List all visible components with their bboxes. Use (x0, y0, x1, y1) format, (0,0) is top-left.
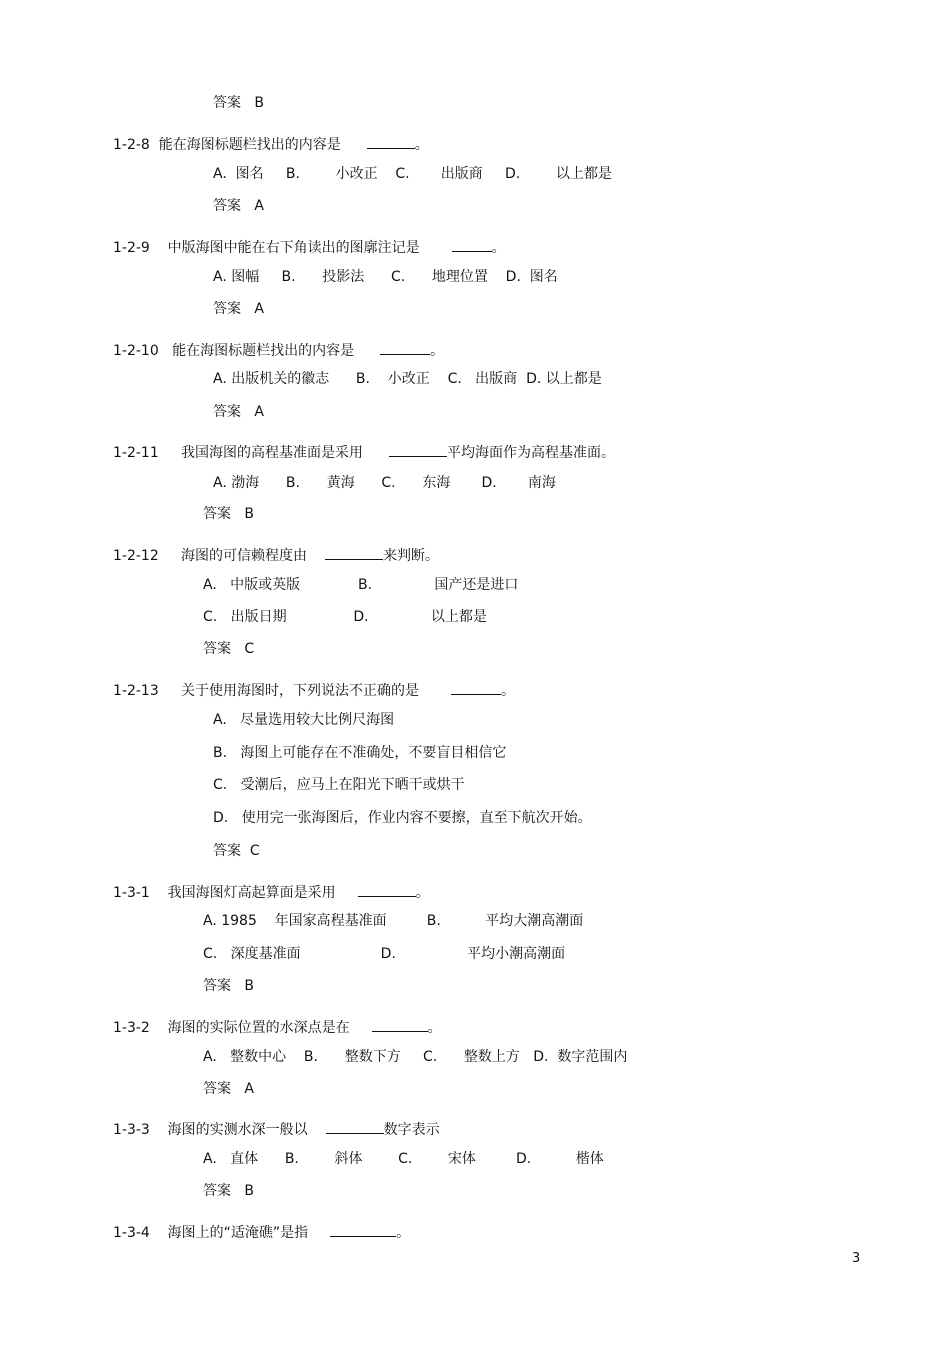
answer-blank (325, 546, 383, 560)
line-text: 答案 B (203, 506, 254, 522)
answer-blank (451, 681, 501, 695)
line-text: A. 尽量选用较大比例尺海图 (213, 712, 395, 728)
line-text: 答案 A (203, 1081, 254, 1097)
text-line (213, 403, 264, 421)
line-text: C. 出版日期 D. 以上都是 (203, 609, 487, 625)
line-text: 数字表示 (383, 1122, 440, 1138)
line-text: 答案 A (213, 301, 264, 317)
line-text: 1-2-13 关于使用海图时，下列说法不正确的是 (113, 683, 419, 699)
line-text: 1-2-8 能在海图标题栏找出的内容是 (113, 137, 341, 153)
line-text: 1-3-2 海图的实际位置的水深点是在 (113, 1020, 350, 1036)
line-text: D. 使用完一张海图后，作业内容不要擦，直至下航次开始。 (213, 810, 592, 826)
line-text: 来判断。 (382, 548, 439, 564)
text-line (213, 268, 558, 286)
line-text: C. 深度基准面 D. 平均小潮高潮面 (203, 946, 566, 962)
answer-blank (326, 1120, 384, 1134)
text-line (213, 370, 602, 388)
line-text: 1-2-11 我国海图的高程基准面是采用 (113, 445, 363, 461)
line-text: 答案 B (213, 95, 264, 111)
line-text: B. 海图上可能存在不准确处，不要盲目相信它 (213, 745, 507, 761)
answer-blank (372, 1018, 428, 1032)
text-line (213, 744, 506, 762)
line-text: A. 渤海 B. 黄海 C. 东海 D. 南海 (213, 475, 556, 491)
text-line (203, 1150, 604, 1168)
line-text: 答案 B (203, 978, 254, 994)
line-text: 答案 C (203, 641, 255, 657)
line-text: 1-3-4 海图上的“适淹礁”是指 (113, 1225, 309, 1241)
text-line (113, 1223, 410, 1242)
line-text: 1-2-9 中版海图中能在右下角读出的图廓注记是 (113, 240, 420, 256)
text-line (213, 165, 612, 183)
text-line (113, 681, 515, 700)
line-text: 1-3-1 我国海图灯高起算面是采用 (113, 885, 336, 901)
line-text: A. 图名 B. 小改正 C. 出版商 D. 以上都是 (213, 166, 612, 182)
line-text: C. 受潮后，应马上在阳光下晒干或烘干 (213, 777, 465, 793)
line-text: A. 整数中心 B. 整数下方 C. 整数上方 D. 数字范围内 (203, 1049, 628, 1065)
text-line (113, 238, 506, 257)
text-line (203, 912, 583, 930)
text-line (213, 711, 394, 729)
line-text: 。 (396, 1225, 411, 1241)
line-text: 答案 B (203, 1183, 254, 1199)
line-text: 答案 A (213, 198, 264, 214)
answer-blank (452, 238, 492, 252)
text-line (203, 640, 254, 658)
line-text: A. 1985 年国家高程基准面 B. 平均大潮高潮面 (203, 913, 584, 929)
answer-blank (380, 341, 430, 355)
text-line (113, 1018, 442, 1037)
text-line (113, 1120, 440, 1139)
line-text: A. 图幅 B. 投影法 C. 地理位置 D. 图名 (213, 269, 558, 285)
line-text: A. 直体 B. 斜体 C. 宋体 D. 楷体 (203, 1151, 604, 1167)
line-text: A. 出版机关的徽志 B. 小改正 C. 出版商 D. 以上都是 (213, 371, 602, 387)
answer-blank (358, 883, 416, 897)
line-text: 。 (500, 683, 515, 699)
line-text: 。 (427, 1020, 442, 1036)
line-text: 。 (415, 885, 430, 901)
text-line (213, 300, 264, 318)
text-line (213, 809, 592, 827)
text-line (203, 1048, 627, 1066)
answer-blank (389, 443, 447, 457)
line-text: 1-2-12 海图的可信赖程度由 (113, 548, 307, 564)
text-line (203, 608, 487, 626)
text-line (213, 474, 556, 492)
line-text: 1-3-3 海图的实测水深一般以 (113, 1122, 308, 1138)
text-line (203, 1182, 254, 1200)
line-text: 。 (430, 343, 445, 359)
answer-blank (367, 135, 415, 149)
text-line (113, 135, 429, 154)
line-text: 1-2-10 能在海图标题栏找出的内容是 (113, 343, 355, 359)
text-line (203, 977, 254, 995)
text-line (203, 1080, 254, 1098)
line-text: 平均海面作为高程基准面。 (446, 445, 615, 461)
text-line (113, 443, 615, 462)
text-line (113, 883, 430, 902)
line-text: 。 (414, 137, 429, 153)
text-line (203, 945, 565, 963)
text-line (213, 197, 264, 215)
text-line (213, 94, 264, 112)
line-text: 。 (491, 240, 506, 256)
line-text: 答案 A (213, 404, 264, 420)
text-line (203, 576, 518, 594)
text-line (213, 842, 260, 860)
line-text: A. 中版或英版 B. 国产还是进口 (203, 577, 519, 593)
page-number: 3 (852, 1251, 861, 1266)
line-text: 答案 C (213, 843, 260, 859)
text-line (113, 341, 444, 360)
text-line (113, 546, 439, 565)
text-line (203, 505, 254, 523)
text-line (213, 776, 465, 794)
answer-blank (330, 1223, 396, 1237)
